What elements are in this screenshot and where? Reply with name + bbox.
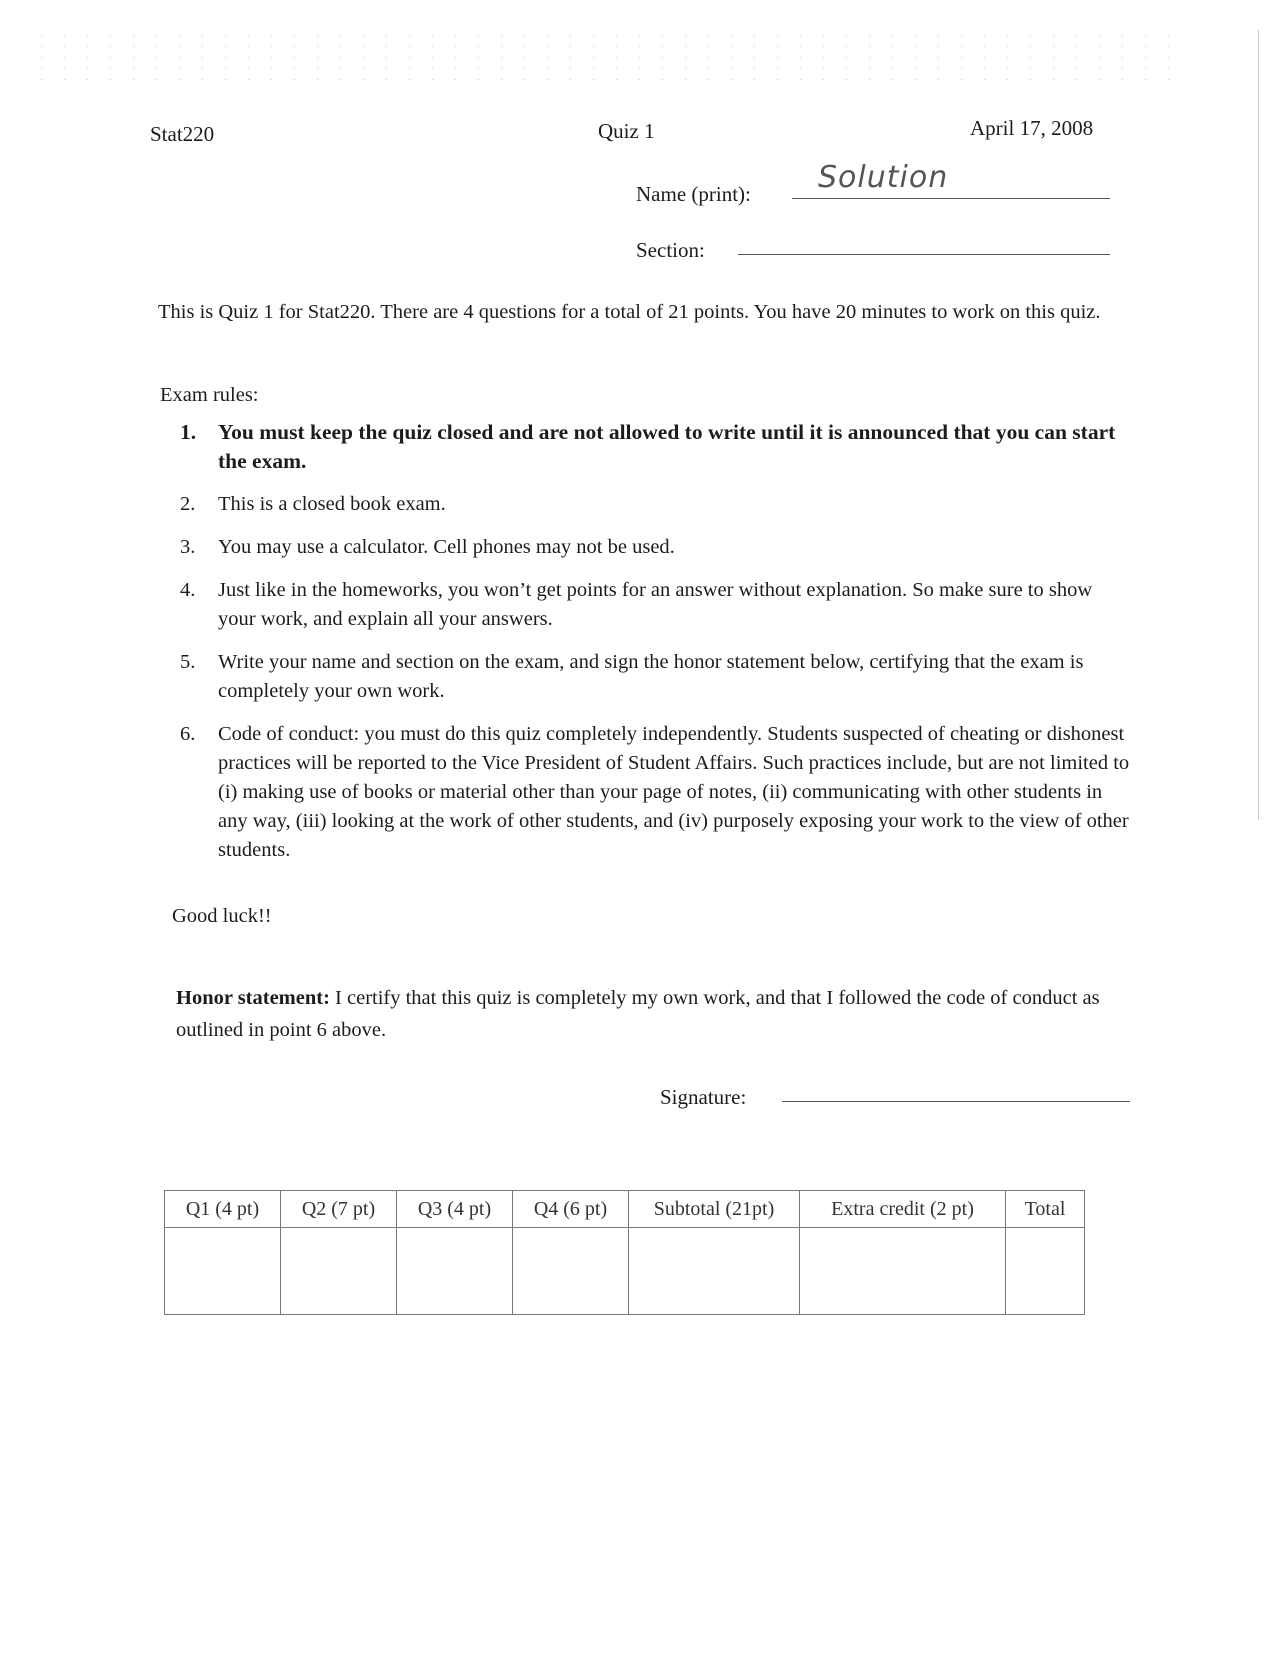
honor-text: I certify that this quiz is completely my own work, and that I followed the code of conduct as outlined in point 6 above.: [176, 987, 1100, 1041]
rule-item: [180, 720, 1130, 865]
honor-label: Honor statement:: [176, 987, 330, 1009]
score-cell-q2[interactable]: [281, 1228, 397, 1315]
rule-text: You may use a calculator. Cell phones may not be used.: [218, 536, 675, 558]
rule-number: 1.: [180, 420, 197, 444]
rule-number: 4.: [180, 579, 196, 601]
rules-heading: Exam rules:: [160, 384, 259, 406]
score-header-subtotal: Subtotal (21pt): [629, 1191, 800, 1228]
good-luck-text: Good luck!!: [172, 905, 272, 927]
signature-label: Signature:: [660, 1085, 747, 1109]
score-cell-q3[interactable]: [397, 1228, 513, 1315]
score-header-q3: Q3 (4 pt): [397, 1191, 513, 1228]
rule-text: Just like in the homeworks, you won’t get points for an answer without explanation. So make sure to show your work, and explain all your answers.: [218, 579, 1093, 630]
name-label: Name (print):: [636, 182, 751, 206]
score-table: [164, 1190, 1085, 1315]
intro-paragraph: This is Quiz 1 for Stat220. There are 4 questions for a total of 21 points. You have 20 minutes to work on this quiz.: [158, 301, 1101, 323]
rule-text: Write your name and section on the exam, and sign the honor statement below, certifying that the exam is completely your own work.: [218, 651, 1084, 702]
rule-item: [180, 648, 1130, 706]
rule-number: 5.: [180, 651, 196, 673]
rule-text: This is a closed book exam.: [218, 493, 446, 515]
score-cell-extra-credit[interactable]: [800, 1228, 1006, 1315]
rule-item: [180, 490, 1130, 519]
section-label: Section:: [636, 238, 705, 262]
score-header-q2: Q2 (7 pt): [281, 1191, 397, 1228]
quiz-date: April 17, 2008: [970, 116, 1094, 140]
course-code: Stat220: [150, 122, 215, 146]
score-cell-q4[interactable]: [513, 1228, 629, 1315]
signature-line[interactable]: [782, 1101, 1130, 1102]
score-cell-subtotal[interactable]: [629, 1228, 800, 1315]
rule-item: [180, 418, 1130, 476]
rule-number: 6.: [180, 723, 196, 745]
rule-number: 3.: [180, 536, 196, 558]
honor-statement: [176, 982, 1126, 1046]
section-underline[interactable]: [738, 254, 1110, 255]
score-cell-q1[interactable]: [165, 1228, 281, 1315]
score-header-q1: Q1 (4 pt): [165, 1191, 281, 1228]
rule-text: Code of conduct: you must do this quiz completely independently. Students suspected of cheating or dishonest practices will be reported to the Vice President of Student Affairs. Such practices include, but are not limited to (i) making use of books or material other than your page of notes, (ii) communicating with other students in any way, (iii) looking at the work of other students, and (iv) purposely exposing your work to the view of other students.: [218, 723, 1130, 861]
name-underline: [792, 198, 1110, 199]
scan-edge-line: [1258, 30, 1259, 820]
rule-item: [180, 533, 1130, 562]
rules-list: [180, 418, 1130, 865]
rule-number: 2.: [180, 493, 196, 515]
rule-item: [180, 576, 1130, 634]
score-header-total: Total: [1006, 1191, 1085, 1228]
rule-text: You must keep the quiz closed and are not allowed to write until it is announced that you can start the exam.: [218, 420, 1116, 473]
score-cell-total[interactable]: [1006, 1228, 1085, 1315]
quiz-title: Quiz 1: [598, 119, 655, 143]
score-table-header-row: [165, 1191, 1085, 1228]
name-value[interactable]: Solution: [818, 160, 949, 195]
scan-noise: [30, 30, 1170, 90]
score-table-entry-row: [165, 1228, 1085, 1315]
score-header-extra-credit: Extra credit (2 pt): [800, 1191, 1006, 1228]
score-header-q4: Q4 (6 pt): [513, 1191, 629, 1228]
